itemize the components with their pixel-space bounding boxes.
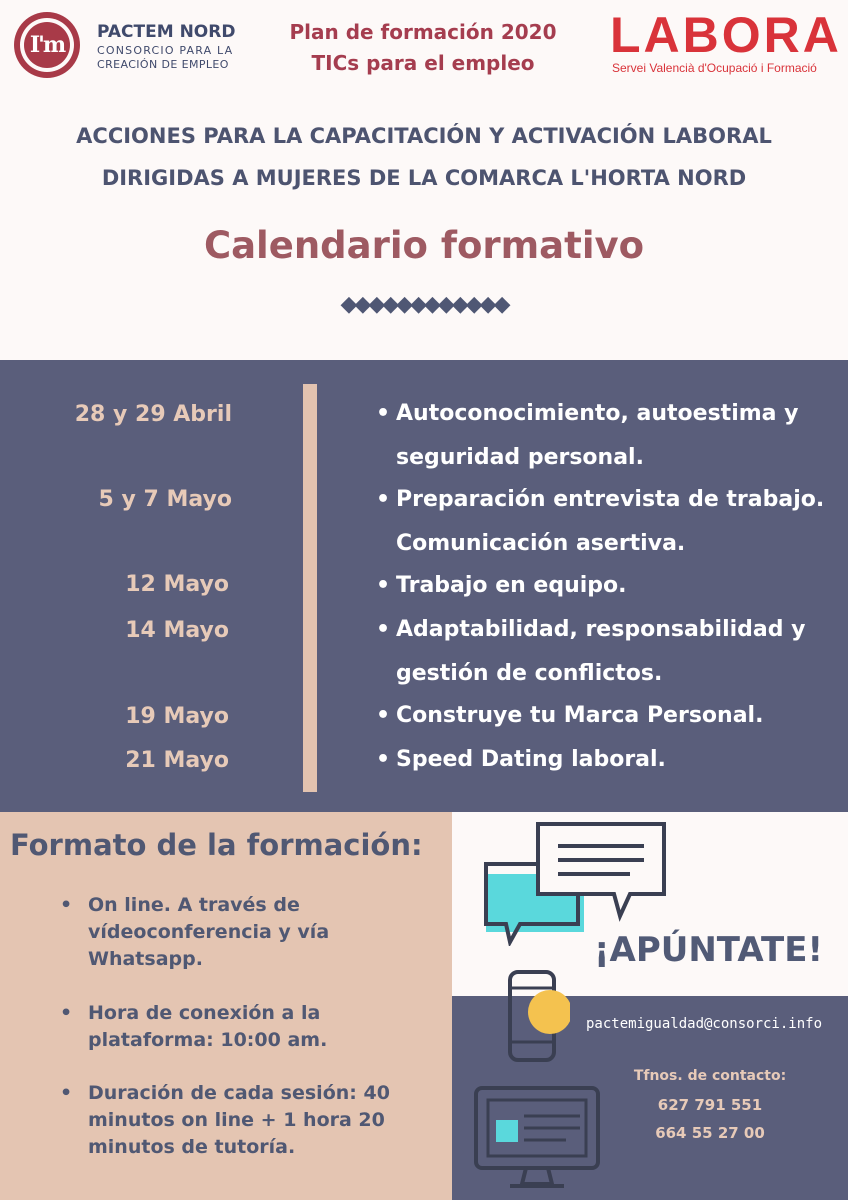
smartphone-icon bbox=[500, 966, 570, 1066]
phone-number: 627 791 551 bbox=[657, 1096, 763, 1114]
phone-number: 664 55 27 00 bbox=[655, 1124, 765, 1142]
format-item: • Duración de cada sesión: 40 minutos on line + 1 hora 20 minutos de tutoría. bbox=[60, 1082, 390, 1158]
plan-title-line-2: TICs para el empleo bbox=[311, 51, 535, 75]
pactem-subtitle-line-2: CREACIÓN DE EMPLEO bbox=[97, 58, 229, 71]
headline-line-1: ACCIONES PARA LA CAPACITACIÓN Y ACTIVACIÓN LABORAL bbox=[76, 124, 772, 148]
headline-line-2: DIRIGIDAS A MUJERES DE LA COMARCA L'HORTA NORD bbox=[101, 166, 747, 190]
logo-mark: I'm bbox=[24, 22, 70, 68]
format-item: • Hora de conexión a la plataforma: 10:00 am. bbox=[60, 1002, 328, 1051]
schedule-topic: • Preparación entrevista de trabajo. Comunicación asertiva. bbox=[376, 487, 825, 556]
schedule-date: 28 y 29 Abril bbox=[74, 402, 232, 427]
schedule-date: 14 Mayo bbox=[125, 618, 229, 643]
contact-email: pactemigualdad@consorci.info bbox=[586, 1016, 823, 1032]
schedule-topic: • Adaptabilidad, responsabilidad y gestión de conflictos. bbox=[376, 617, 806, 686]
phones-label: Tfnos. de contacto: bbox=[633, 1068, 787, 1084]
zigzag-edge bbox=[440, 812, 464, 1200]
format-title: Formato de la formación: bbox=[10, 828, 423, 862]
format-item: • On line. A través de vídeoconferencia y vía Whatsapp. bbox=[60, 894, 330, 970]
pactem-logo-badge bbox=[14, 12, 80, 78]
schedule-divider bbox=[303, 384, 317, 792]
calendar-title: Calendario formativo bbox=[203, 224, 645, 267]
pactem-subtitle-line-1: CONSORCIO PARA LA bbox=[97, 44, 234, 57]
schedule-date: 19 Mayo bbox=[125, 704, 229, 729]
labora-subtitle: Servei Valencià d'Ocupació i Formació bbox=[612, 61, 817, 75]
schedule-topic: • Construye tu Marca Personal. bbox=[376, 703, 764, 728]
schedule-topic: • Autoconocimiento, autoestima y seguridad personal. bbox=[376, 401, 799, 470]
labora-logo: LABORA bbox=[610, 7, 842, 63]
schedule-topic: • Speed Dating laboral. bbox=[376, 747, 666, 772]
signup-cta: ¡APÚNTATE! bbox=[594, 930, 823, 970]
pactem-name: PACTEM NORD bbox=[97, 22, 236, 42]
schedule-date: 12 Mayo bbox=[125, 572, 229, 597]
computer-monitor-icon bbox=[470, 1082, 604, 1194]
schedule-date: 21 Mayo bbox=[125, 748, 229, 773]
chat-bubbles-icon bbox=[480, 820, 670, 946]
schedule-topic: • Trabajo en equipo. bbox=[376, 573, 627, 598]
schedule-date: 5 y 7 Mayo bbox=[98, 487, 232, 512]
diamond-divider: ◆◆◆◆◆◆◆◆◆◆◆◆ bbox=[340, 292, 508, 317]
plan-title-line-1: Plan de formación 2020 bbox=[289, 20, 557, 44]
